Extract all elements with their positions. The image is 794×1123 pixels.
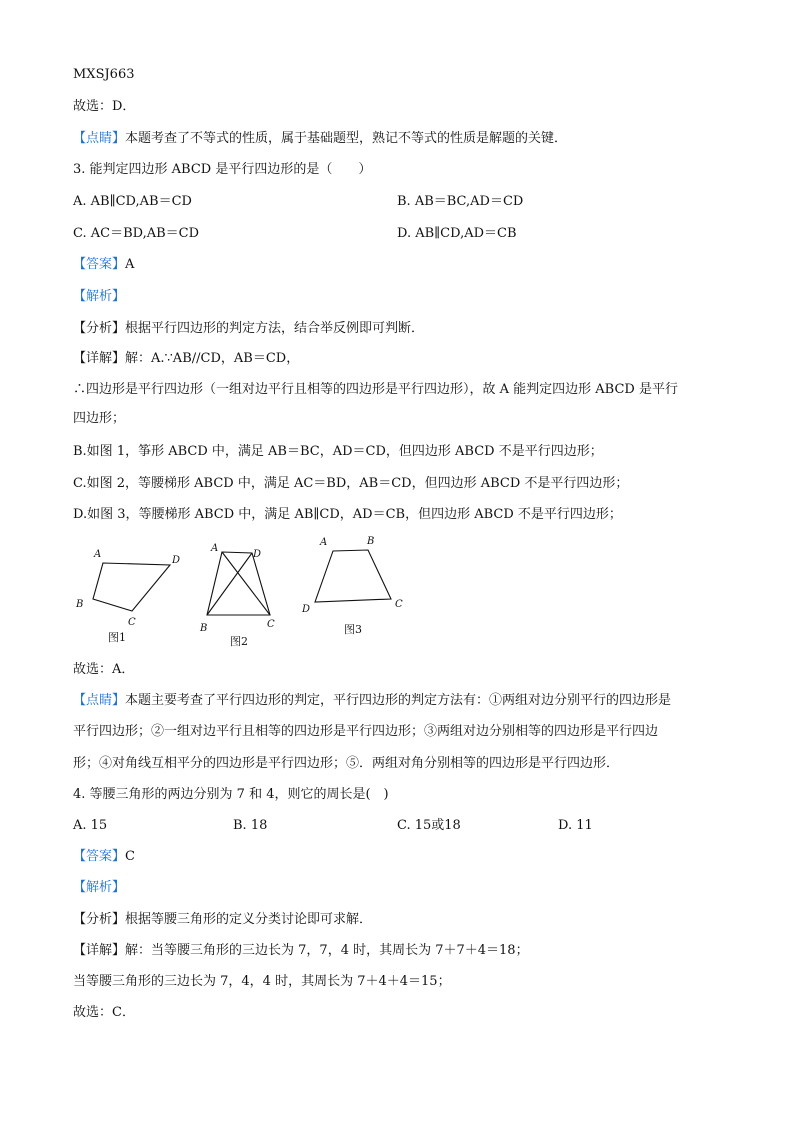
fig2-caption: 图2 [230, 635, 248, 648]
q4-choice: 故选：C． [73, 1005, 135, 1020]
q3-answer: 【答案】A [73, 257, 135, 272]
q3-comment3: 形；④对角线互相平分的四边形是平行四边形；⑤．两组对角分别相等的四边形是平行四边形． [73, 756, 620, 771]
figure-3 [301, 536, 403, 636]
q4-fenxi: 【分析】根据等腰三角形的定义分类讨论即可求解． [73, 912, 373, 927]
q2-choice: 故选：D． [73, 99, 136, 114]
q3-choice: 故选：A． [73, 662, 135, 677]
q3-line4: C.如图 2，等腰梯形 ABCD 中，满足 AC＝BD，AB＝CD，但四边形 ABCD 不是平行四边形； [73, 476, 629, 491]
figure-2-shape [207, 552, 270, 615]
q4-stem: 4. 等腰三角形的两边分别为 7 和 4，则它的周长是( ) [73, 787, 389, 802]
q3-option-a: A. AB∥CD,AB＝CD [73, 194, 192, 209]
q3-comment1: 【点睛】本题主要考查了平行四边形的判定，平行四边形的判定方法有：①两组对边分别平行的四边形是 [73, 693, 672, 708]
q3-xiangjie: 【详解】解：A.∵AB//CD，AB＝CD， [73, 351, 300, 366]
fig3-caption: 图3 [344, 623, 362, 636]
comment-tag: 【点睛】 [73, 693, 126, 708]
figures-svg [70, 535, 430, 655]
fig3-label-b: B [367, 536, 375, 547]
q2-comment: 【点睛】本题考查了不等式的性质，属于基础题型，熟记不等式的性质是解题的关键． [73, 131, 568, 146]
q3-line1: ∴四边形是平行四边形（一组对边平行且相等的四边形是平行四边形），故 A 能判定四边形 ABCD 是平行 [73, 382, 678, 397]
fig3-label-c: C [395, 599, 403, 610]
fig2-label-c: C [267, 619, 275, 630]
fig2-label-b: B [200, 623, 208, 634]
fig1-label-a: A [94, 549, 102, 560]
fig1-label-d: D [172, 555, 181, 566]
q4-option-d: D. 11 [558, 818, 593, 833]
q4-option-a: A. 15 [73, 818, 108, 833]
q4-option-b: B. 18 [233, 818, 268, 833]
q3-line2: 四边形； [73, 411, 126, 426]
fig1-label-c: C [128, 617, 136, 628]
q3-option-b: B. AB＝BC,AD＝CD [397, 194, 524, 209]
q4-analysis-tag: 【解析】 [73, 880, 126, 895]
q3-stem: 3. 能判定四边形 ABCD 是平行四边形的是（ ） [73, 162, 372, 177]
q3-option-c: C. AC＝BD,AB＝CD [73, 226, 200, 241]
fig2-label-a: A [211, 543, 219, 554]
header-code: MXSJ663 [73, 67, 135, 82]
comment-tag: 【点睛】 [73, 131, 126, 146]
q4-answer: 【答案】C [73, 849, 135, 864]
q3-line5: D.如图 3，等腰梯形 ABCD 中，满足 AB∥CD，AD＝CB，但四边形 ABCD 不是平行四边形； [73, 507, 622, 522]
figure-1 [75, 549, 180, 644]
fig3-label-a: A [320, 537, 328, 548]
fig1-caption: 图1 [108, 631, 126, 644]
q3-figures [70, 535, 430, 659]
fig2-label-d: D [253, 549, 262, 560]
figure-1-shape [93, 563, 170, 611]
q3-line3: B.如图 1，筝形 ABCD 中，满足 AB＝BC，AD＝CD，但四边形 ABCD 不是平行四边形； [73, 444, 603, 459]
figure-2 [199, 543, 275, 648]
q4-option-c: C. 15或18 [397, 818, 461, 833]
figure-3-shape [315, 550, 391, 602]
answer-tag: 【答案】 [73, 849, 126, 864]
q3-option-d: D. AB∥CD,AD＝CB [397, 226, 517, 241]
q3-analysis-tag: 【解析】 [73, 289, 126, 304]
q3-fenxi: 【分析】根据平行四边形的判定方法，结合举反例即可判断． [73, 321, 425, 336]
answer-tag: 【答案】 [73, 257, 126, 272]
q4-xiangjie: 【详解】解：当等腰三角形的三边长为 7，7，4 时，其周长为 7＋7＋4＝18； [73, 943, 529, 958]
fig1-label-b: B [76, 599, 84, 610]
q4-line2: 当等腰三角形的三边长为 7，4，4 时，其周长为 7＋4＋4＝15； [73, 974, 451, 989]
fig3-label-d: D [302, 604, 311, 615]
q3-comment2: 平行四边形；②一组对边平行且相等的四边形是平行四边形；③两组对边分别相等的四边形是平行四边 [73, 724, 659, 739]
